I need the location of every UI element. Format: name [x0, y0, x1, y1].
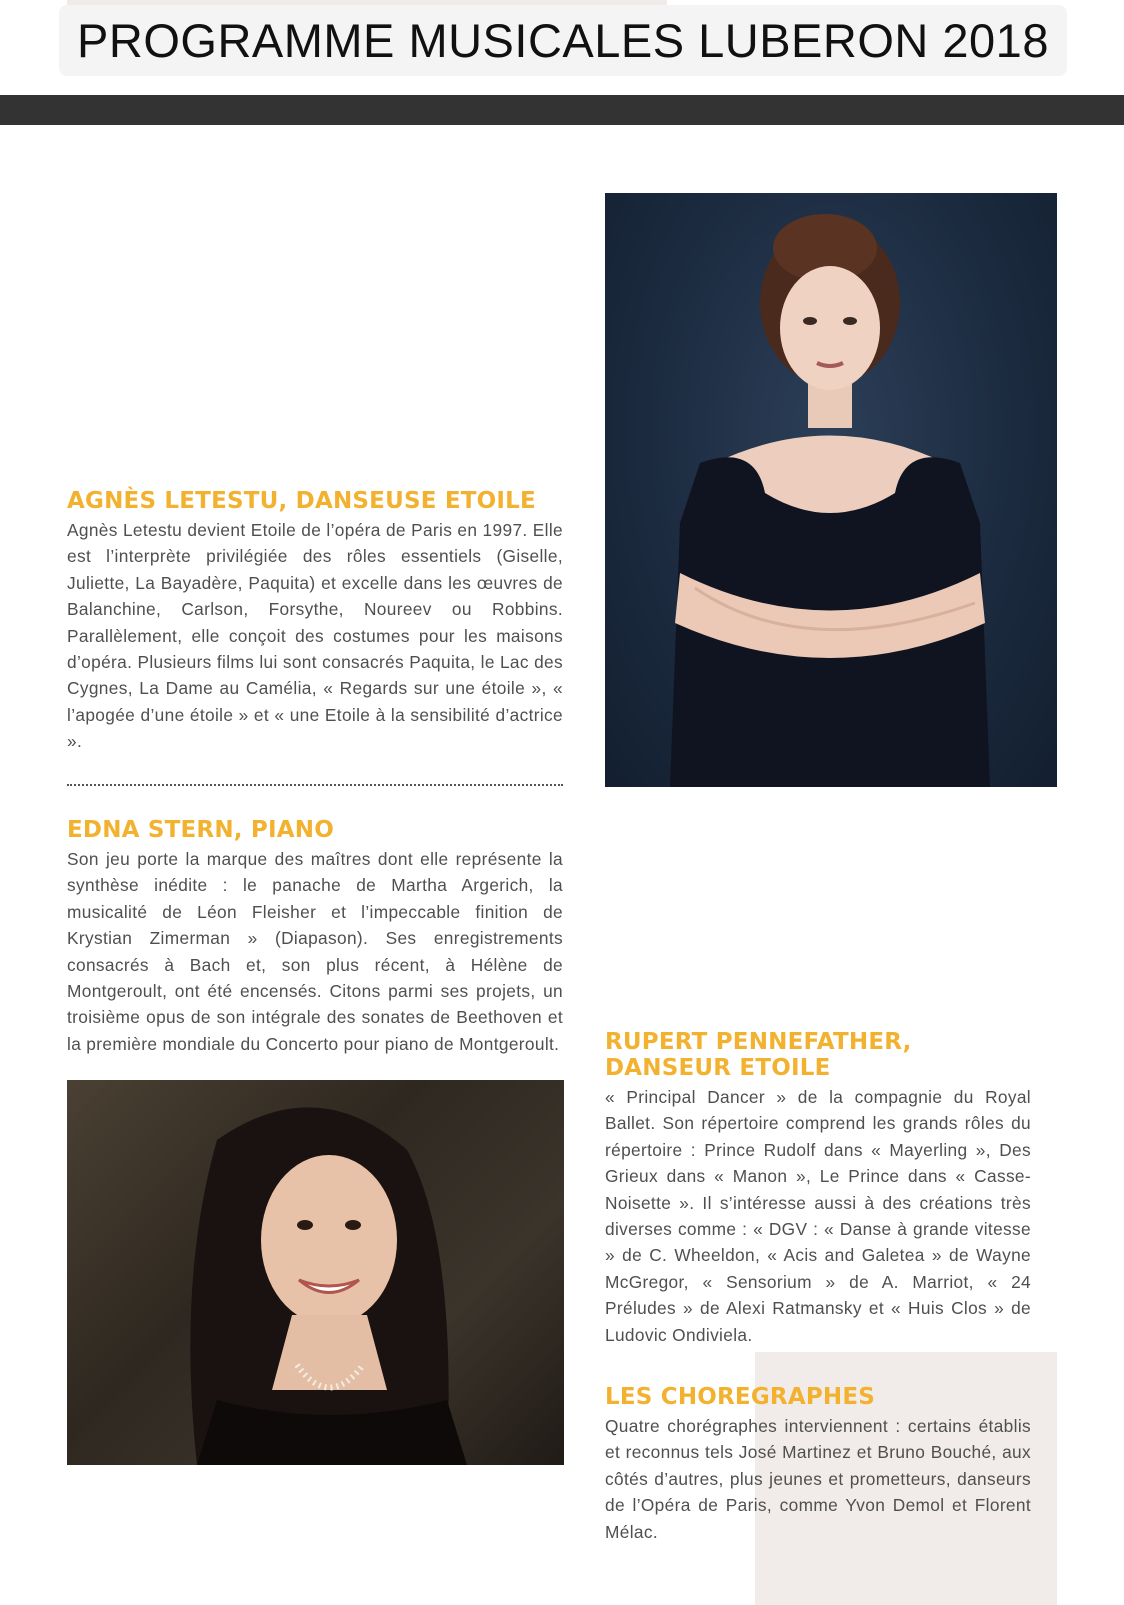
rupert-pennefather-section	[605, 1029, 1031, 1348]
title-banner	[59, 5, 1067, 76]
choregraphes-heading: LES CHOREGRAPHES	[605, 1384, 876, 1410]
agnes-heading: AGNÈS LETESTU, DANSEUSE ETOILE	[67, 488, 536, 514]
agnes-letestu-section	[67, 488, 563, 755]
edna-stern-section	[67, 817, 563, 1057]
agnes-portrait-illustration	[605, 193, 1057, 787]
rupert-bio: « Principal Dancer » de la compagnie du Royal Ballet. Son répertoire comprend les grands rôles du répertoire : Prince Rudolf dans « Mayerling », Des Grieux dans « Manon », Le Prince dans « Casse-Noisette ». Il s’intéresse aussi à des créations très diverses comme : « DGV : « Danse à grande vitesse » de C. Wheeldon, « Acis and Galetea » de Wayne McGregor, « Sensorium » de A. Marriot, « 24 Préludes » de Alexi Ratmansky et « Huis Clos » de Ludovic Ondiviela.	[605, 1087, 1031, 1345]
edna-heading: EDNA STERN, PIANO	[67, 817, 334, 843]
rupert-heading: RUPERT PENNEFATHER, DANSEUR ETOILE	[605, 1029, 912, 1081]
agnes-letestu-photo	[605, 193, 1057, 787]
dotted-divider	[67, 784, 563, 786]
choregraphes-text: Quatre chorégraphes interviennent : certains établis et reconnus tels José Martinez et Bruno Bouché, aux côtés d’autres, plus jeunes et prometteurs, danseurs de l’Opéra de Paris, comme Yvon Demol et Florent Mélac.	[605, 1416, 1031, 1542]
page-title: PROGRAMME MUSICALES LUBERON 2018	[77, 14, 1049, 67]
edna-portrait-illustration	[67, 1080, 564, 1465]
edna-bio: Son jeu porte la marque des maîtres dont elle représente la synthèse inédite : le panache de Martha Argerich, la musicalité de Léon Fleisher et l’impeccable finition de Krystian Zimerman » (Diapason). Ses enregistrements consacrés à Bach et, son plus récent, à Hélène de Montgeroult, ont été encensés. Citons parmi ses projets, un troisième opus de son intégrale des sonates de Beethoven et la première mondiale du Concerto pour piano de Montgeroult.	[67, 849, 563, 1054]
agnes-bio: Agnès Letestu devient Etoile de l’opéra de Paris en 1997. Elle est l’interprète privilégiée des rôles essentiels (Giselle, Juliette, La Bayadère, Paquita) et excelle dans les œuvres de Balanchine, Carlson, Forsythe, Noureev ou Robbins. Parallèlement, elle conçoit des costumes pour les maisons d’opéra. Plusieurs films lui sont consacrés Paquita, le Lac des Cygnes, La Dame au Camélia, « Regards sur une étoile », « l’apogée d’une étoile » et « une Etoile à la sensibilité d’actrice ».	[67, 520, 563, 752]
choregraphes-section	[605, 1384, 1031, 1545]
header-divider-bar	[0, 95, 1124, 125]
edna-stern-photo	[67, 1080, 564, 1465]
